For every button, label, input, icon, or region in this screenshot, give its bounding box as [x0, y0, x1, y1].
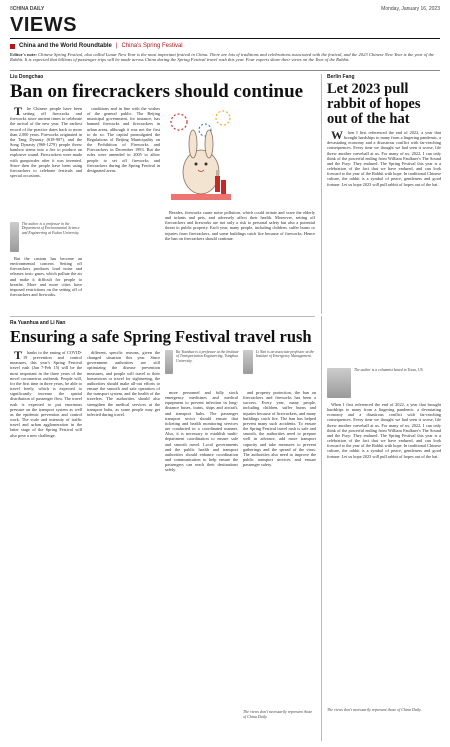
article3-col4 [243, 390, 316, 705]
article1-col1-text: The Chinese people have been setting off firecracks and fireworks since ancient times to celebrate the arrival of the new year. The earliest record of the practice dates back to more than 2,000 years. Fireworks originated in the Tang Dynasty (618-907), and the Song Dynasty (960-1279) people threw bamboo stems into a fire to produce an explosive sound. Firecrackers were made with gunpowder after it was invented. Since then the people have been using firecrackers to celebrate festivals and special occasions. [10, 106, 82, 179]
article3-author2-note: Li Nan is an associate professor at the Institute of Emergency Management. [255, 350, 315, 359]
article2-col-continued [327, 402, 441, 702]
article3-author2-photo [243, 350, 253, 374]
article3-author1-note: Ra Yuanhua is a professor at the Institute of Transportation Engineering, Tsinghua University. [176, 350, 239, 363]
article3-top-rule [10, 316, 315, 317]
article1-col2-text: conditions and in line with the wishes of the general public. The Beijing municipal government, for instance, has banned fireworks and firecrackers in urban areas, although it was not the first to do so. The capital promulgated the Regulations of Beijing Municipality on the Prohibition of Fireworks and Firecrackers in December 1993. But the rules were amended in 2005 to allow people to set off fireworks and firecrackers during the Spring Festival in designated areas. [87, 106, 160, 173]
editor-note [10, 52, 440, 68]
article2-author-photo [327, 368, 351, 398]
article2-col-text: When I first referenced the end of 2022, a year that brought hardships to many from a lingering pandemic, a devastating economy and a disastrous conflict with far-reaching consequences. Every time we thought we had seen it worse, life threw another curveball at us. For many of us, 2022, I can only think of the powerful ending from William Faulkner's The Sound and the Fury: They endured. The Spring Festival this year is a celebration of the fact that we have endured, and can look forward to the year of the Rabbit with hope. In traditional Chinese culture, the rabbit is a symbol of peace, gentleness and good fortune. Let us hope 2023 will pull rabbit of hopes out of the hat. [327, 130, 441, 187]
page-number-left: 8 [10, 5, 13, 12]
column-divider-right [321, 74, 322, 314]
article3-byline: Ra Yuanhua and Li Nan [10, 320, 66, 326]
editor-note-text: Chinese Spring Festival, also called Lunar New Year is the most important festival in China. There are lots of traditions and celebrations associated with the festival, and the 2023 Chinese New Year is the year of the Rabbit. It is expected that billions of passenger trips will be made across China during the Spring Festival travel rush this year. Four experts share their views on the Year of the Rabbit. [10, 52, 435, 63]
section-sub-label: China's Spring Festival [121, 43, 183, 49]
section-title: VIEWS [10, 14, 77, 36]
section-square-icon [10, 44, 15, 49]
article3-col1-text: Thanks to the easing of COVID-19 prevention and control measures, this year's Spring Festival travel rush (Jan 7-Feb 15) will be the most important in the three years of the novel coronavirus outbreak. People will, for the first time in three years, be able to travel freely, which is expected to significantly increase the spatial distribution of passenger flow. The travel rush is expected to put enormous pressure on the transport system as well as the epidemic prevention and control work. The scale and intensity of traffic travel and urban agglomeration in the latter stage of the Spring Festival will also pose a new challenge. [10, 350, 82, 438]
rabbit-fireworks-illustration [165, 106, 237, 206]
article1-byline: Liu Dongchao [10, 74, 44, 80]
section-main-label: China and the World Roundtable [19, 43, 112, 49]
section-divider: | [115, 43, 118, 49]
article1-col3-text: Besides, fireworks cause noise pollution, which could irritate and scare the elderly and infants and pets, and adversely affect their health. Moreover, setting off firecrackers and fireworks are not only a risk to personal safety but also a potential threat to public property. Each year, many people, including children, suffer burns or injuries from firecrackers, and some buildings catch fire because of fireworks. Hence the ban on firecrackers should continue. [165, 210, 315, 241]
article1-col1b [10, 256, 82, 310]
article1-headline: Ban on firecrackers should continue [10, 81, 304, 102]
article1-col1b-text: But the custom has become an environmental concern. Setting off firecrackers produces loud noise and releases toxic gases, which pollute the air and make it difficult for people to breathe. More and more cities have imposed restrictions on the setting off of firecrackers and fireworks. [10, 256, 82, 298]
issue-date: Monday, January 16, 2023 [381, 5, 440, 12]
mid-rule [10, 70, 440, 71]
article2-author-note: The author is a columnist based in Texas, US. [354, 368, 424, 372]
article1-author-photo [10, 222, 19, 252]
column-divider-lower [321, 316, 322, 741]
article3-disclaimer: The views don't necessarily represent those of China Daily. [243, 709, 313, 719]
article3-headline: Ensuring a safe Spring Festival travel rush [10, 327, 312, 346]
article3-col4-text: and property protection, the ban on firecrackers and fireworks has been a success. Every year, many people, including children, suffer burns and injuries because of firecrackers, and many buildings catch fire. The ban has helped prevent many such accidents. To ensure the Spring Festival travel rush is safe and smooth, the authorities need to prepare well in advance, add more transport capacity and take measures to prevent gatherings and the spread of the virus. The authorities also need to improve the public transport services and ensure passenger safety. [243, 390, 316, 468]
top-rule [10, 38, 440, 39]
article1-col2 [87, 106, 160, 310]
article2-col [327, 130, 441, 365]
article3-col1 [10, 350, 82, 740]
article2-headline: Let 2023 pull rabbit of hopes out of the hat [327, 81, 421, 128]
article3-col2-text: different, specific reasons, given the changed situation this year. Since government authorities are still optimizing the disease prevention measures, and people will travel to their hometowns or travel for sightseeing, the authorities should make all-out efforts to ensure the smooth and safe operation of the transport system, and the health of the travelers. The authorities should also strengthen the medical services at the transport hubs, as some people may get infected during travel. [87, 350, 160, 417]
section-bar [10, 41, 440, 51]
article2-byline: Berlin Fang [327, 74, 355, 80]
article2-author-box [327, 368, 441, 398]
article3-author-box-1 [165, 350, 240, 374]
article3-col2 [87, 350, 160, 740]
editor-note-label: Editor's note: [10, 52, 37, 57]
article3-col3 [165, 390, 238, 740]
article2-col-continued-text: When I first referenced the end of 2022, a year that brought hardships to many from a lingering pandemic, a devastating economy and a disastrous conflict with far-reaching consequences. Every time we thought we had seen it worse, life threw another curveball at us. For many of us, 2022, I can only think of the powerful ending from William Faulkner's The Sound and the Fury: They endured. The Spring Festival this year is a celebration of the fact that we have endured, and can look forward to the year of the Rabbit with hope. In traditional Chinese culture, the rabbit is a symbol of peace, gentleness and good fortune. Let us hope 2023 will pull rabbit of hopes out of the hat. [327, 402, 441, 459]
article1-col1 [10, 106, 82, 218]
masthead-bar [10, 4, 440, 13]
article2-disclaimer: The views don't necessarily represent those of China Daily. [327, 707, 422, 712]
paper-name: CHINA DAILY [12, 5, 45, 12]
article3-author1-photo [165, 350, 173, 374]
article1-author-box [10, 222, 82, 252]
article3-col3-text: more personnel and fully stock emergency medicines and medical equipment to prevent infection in long-distance buses, trains, ships and aircraft, and transport hubs. The passenger transport sector should ensure that ticketing and health monitoring services are conducted in a coordinated manner. Also, it is necessary to establish multi-department coordination to ensure safe and smooth travel. Local governments and the public health and transport authorities should enhance coordination and communication to help ensure the passengers can reach their destinations safely. [165, 390, 238, 473]
article3-author-box-2 [243, 350, 318, 374]
article1-author-note: The author is a professor in the Department of Environmental Science and Engineering at Fudan University. [21, 222, 80, 235]
article1-col3 [165, 210, 315, 310]
